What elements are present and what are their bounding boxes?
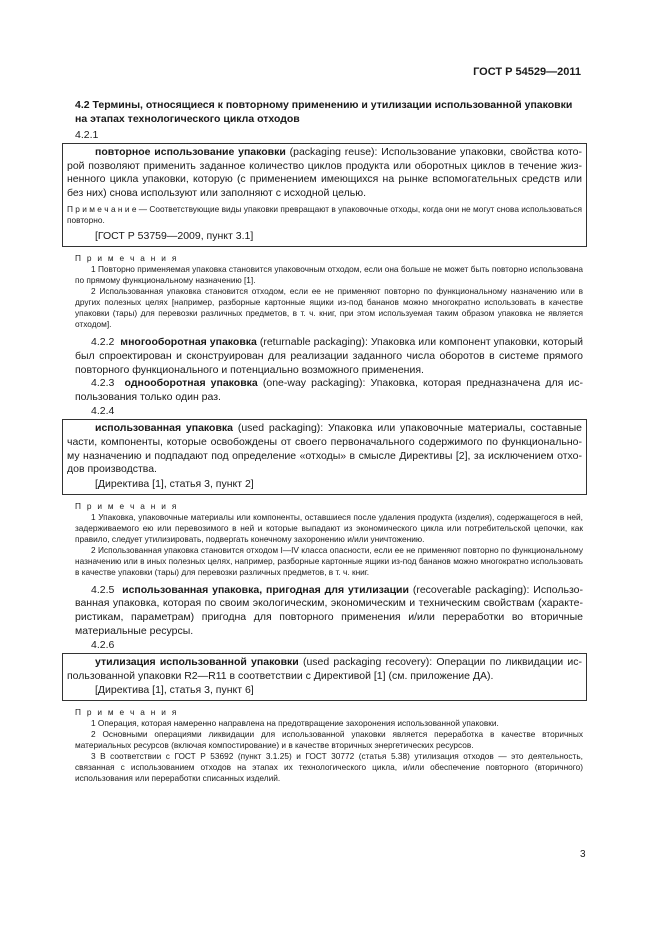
term-text: (packaging reuse): Использование упаковки, свойства которой позволяют применить заданное количество циклов продукта или оборотных циклов в течение жизненного цикла упаковки, которую (с применением имеющихся на рынке вспомогательных средств или без них) снова используют или заполняют с исходной целью. [67,146,582,199]
term-number: 4.2.5 [91,583,115,596]
term-definition-4-2-2 [75,336,583,377]
term-note: П р и м е ч а н и е — Соответствующие виды упаковки превращают в упаковочные отходы, когда они не могут снова использоваться повторно. [67,204,582,226]
page-content [67,98,584,790]
term-number: 4.2.3 [91,377,115,390]
term-name: однооборотная упаковка [124,377,258,390]
notes-4-2-4 [75,501,583,578]
note-item: 1 Повторно применяемая упаковка становится упаковочным отходом, если она больше не может быть повторно использована по прямому функциональному назначению [1]. [75,264,583,286]
notes-label: П р и м е ч а н и я [75,707,179,718]
term-box-4-2-6 [62,653,587,701]
term-number-4-2-1: 4.2.1 [75,129,99,141]
note-item: 2 Использованная упаковка становится отходом, если ее не применяют повторно по функциональному назначению или в других полезных целях [например, разборные картонные ящики из-под бананов можно многократно использовать в качестве упаковки (тары) для перевозки различных предметов, в т. ч. книг, при этом используемая таким образом упаковка не является отходом]. [75,286,583,330]
term-source: [Директива [1], статья 3, пункт 6] [95,684,254,697]
term-number: 4.2.2 [91,336,115,349]
note-item: 2 Использованная упаковка становится отходом I—IV класса опасности, если ее не применяют повторно по функциональному назначению или в иных полезных целях, например, разборные картонные ящики из-под бананов можно многократно использовать в качестве упаковки (тары) для перевозки различных предметов, в т. ч. книг. [75,544,583,577]
note-item: 2 Основными операциями ликвидации для использованной упаковки является переработка в качестве вторичных материальных ресурсов (включая компостирование) и в качестве вторичных энергетических ресурсов. [75,729,583,751]
document-header: ГОСТ Р 54529—2011 [473,66,581,78]
term-definition-4-2-1 [67,146,582,200]
notes-4-2-6 [75,707,583,784]
term-number-4-2-4: 4.2.4 [91,405,115,418]
term-text: (returnable packaging): Упаковка или компонент упаковки, который был спроектирован и сконструирован для реализации заданного числа оборотов в системе прямого повторного функционального и потенциально возможного применения. [75,336,583,376]
section-heading: 4.2 Термины, относящиеся к повторному применению и утилизации использованной упаковки на этапах технологического цикла отходов [75,99,573,125]
term-text: (used packaging): Упаковка или упаковочные материалы, составные части, компоненты, которые освобождены от своего первоначального содержимого по функциональному назначению и подпадают под определение «отходы» в смысле Директивы [2], за исключением отходов производства. [67,422,582,476]
term-text: (one-way packaging): Упаковка, которая предназначена для использования только один раз. [75,377,584,403]
term-source: [ГОСТ Р 53759—2009, пункт 3.1] [95,230,254,243]
term-box-4-2-1 [62,143,587,247]
notes-label: П р и м е ч а н и я [75,253,179,264]
notes-label: П р и м е ч а н и я [75,500,179,511]
term-definition-4-2-5 [75,584,583,638]
term-number-4-2-6: 4.2.6 [91,639,115,652]
page-number: 3 [580,849,586,860]
term-name: использованная упаковка, пригодная для утилизации [122,583,409,596]
term-definition-4-2-4 [67,422,582,476]
note-item: 1 Упаковка, упаковочные материалы или компоненты, оставшиеся после удаления продукта (изделия), содержащегося в ней, задерживаемого ею или перевозимого в ней и которые выпадают из экономического цикла или потребительской цепочки, как правило, следует утилизировать, подвергать конечному захоронению и/или уничтожению. [75,511,583,544]
term-name: утилизация использованной упаковки [95,656,299,669]
term-box-4-2-4 [62,419,587,494]
term-name: многооборотная упаковка [120,336,257,349]
term-source: [Директива [1], статья 3, пункт 2] [95,477,254,490]
term-name: повторное использование упаковки [95,146,286,158]
term-name: использованная упаковка [95,422,234,435]
note-item: 3 В соответствии с ГОСТ Р 53692 (пункт 3.1.25) и ГОСТ 30772 (статья 5.38) утилизация отходов — это деятельность, связанная с использованием отходов на этапах их технологического цикла, и/или обеспечение повторного (вторичного) использования или переработки списанных изделий. [75,751,583,784]
note-item: 1 Операция, которая намеренно направлена на предотвращение захоронения использованной упаковки. [91,718,499,729]
term-text: (used packaging recovery): Операции по ликвидации использованной упаковки R2—R11 в соответствии с Директивой [1] (см. приложение ДА). [67,656,582,682]
term-text: (recoverable packaging): Использованная упаковка, которая по своим экологическим, экономическим и техническим свойствам (характеристикам, параметрам) пригодна для повторного применения и/или переработки во вторичные материальные ресурсы. [75,583,583,637]
notes-4-2-1 [75,253,583,330]
term-definition-4-2-3 [75,377,583,404]
term-definition-4-2-6 [67,656,582,683]
